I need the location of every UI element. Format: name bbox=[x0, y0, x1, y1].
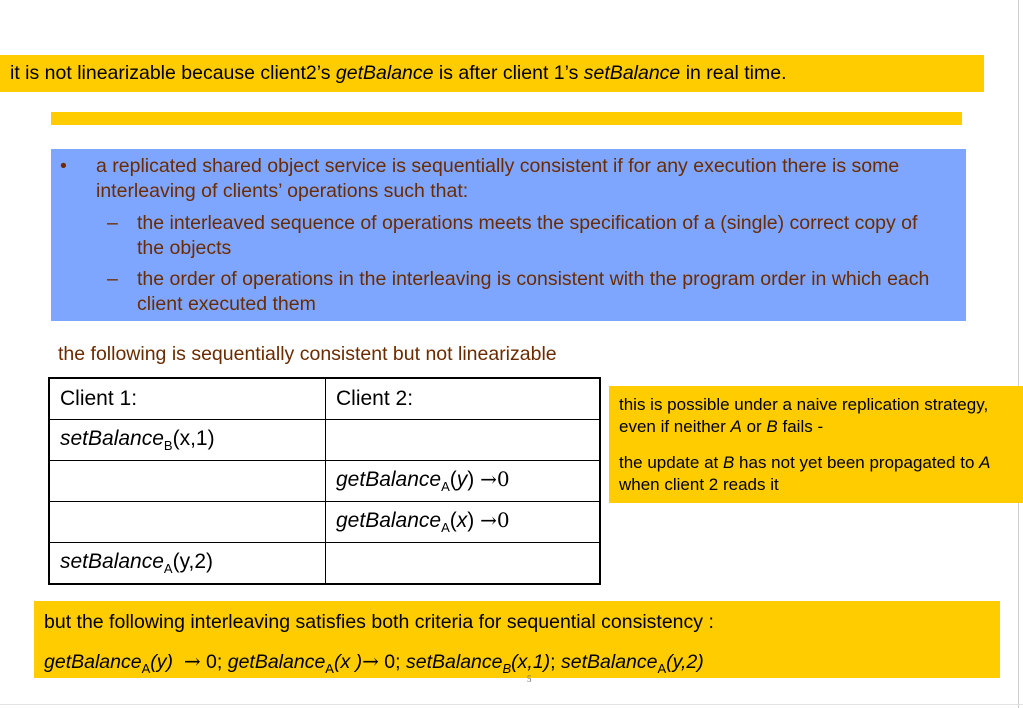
op-name: getBalance bbox=[336, 468, 442, 492]
op-args-open: ( bbox=[449, 468, 457, 492]
replica-subscript: A bbox=[441, 520, 450, 536]
table-cell bbox=[49, 461, 326, 502]
op-name: setBalance bbox=[60, 549, 164, 573]
title-highlight-bar bbox=[51, 112, 962, 125]
replica-subscript: A bbox=[441, 479, 450, 495]
op-name: setBalance bbox=[60, 426, 164, 450]
op-name: getBalance bbox=[44, 651, 142, 673]
explanation-paragraph-1 bbox=[619, 394, 1011, 438]
table-cell bbox=[326, 502, 601, 543]
op-result: 0; bbox=[200, 651, 228, 673]
note-text-3: in real time. bbox=[680, 62, 787, 84]
operations-table bbox=[48, 377, 601, 585]
table-row bbox=[49, 502, 600, 543]
op-var: x bbox=[456, 509, 468, 533]
interleaving-box bbox=[34, 601, 1000, 678]
replica-a: A bbox=[730, 417, 742, 436]
dash-mark: – bbox=[107, 212, 118, 234]
replica-subscript: A bbox=[325, 660, 334, 676]
separator: ; bbox=[550, 651, 561, 673]
table-cell bbox=[49, 543, 326, 585]
replica-subscript: B bbox=[163, 438, 173, 454]
interleaving-sequence bbox=[44, 649, 704, 676]
note-text-2: is after client 1’s bbox=[433, 62, 584, 84]
explanation-paragraph-2 bbox=[619, 452, 1011, 496]
replica-subscript: B bbox=[502, 660, 512, 676]
op-name: getBalance bbox=[336, 509, 442, 533]
table-cell bbox=[326, 420, 601, 461]
text: or bbox=[741, 417, 767, 436]
table-row bbox=[49, 461, 600, 502]
result-arrow: → bbox=[480, 508, 497, 533]
subpoint-2-text: the order of operations in the interleaving is consistent with the program order in which each client executed them bbox=[137, 268, 930, 315]
op-args-close: ) bbox=[467, 509, 481, 533]
op-var: y bbox=[456, 468, 468, 492]
text: the update at bbox=[619, 453, 723, 472]
slide-bottom-border bbox=[0, 704, 1023, 705]
op-args-close: ) bbox=[467, 468, 481, 492]
op-args-open: ( bbox=[449, 509, 457, 533]
replica-subscript: A bbox=[657, 660, 667, 676]
replica-subscript: A bbox=[141, 660, 151, 676]
example-caption: the following is sequentially consistent but not linearizable bbox=[58, 343, 557, 365]
subpoint-1-text: the interleaved sequence of operations meets the specification of a (single) correct copy of the objects bbox=[137, 212, 918, 259]
table-cell bbox=[326, 543, 601, 585]
linearizability-note bbox=[10, 62, 786, 85]
table-row bbox=[49, 420, 600, 461]
replica-a: A bbox=[979, 453, 991, 472]
op-result: 0; bbox=[378, 651, 406, 673]
replication-explanation-box bbox=[609, 386, 1023, 503]
note-text-1: it is not linearizable because client2’s bbox=[10, 62, 336, 84]
bullet-mark: • bbox=[60, 155, 67, 177]
op-name: setBalance bbox=[406, 651, 503, 673]
replica-b: B bbox=[766, 417, 778, 436]
table-cell bbox=[49, 420, 326, 461]
op-args: (y) bbox=[150, 651, 173, 673]
text: fails - bbox=[777, 417, 824, 436]
interleaving-intro: but the following interleaving satisfies both criteria for sequential consistency : bbox=[44, 611, 714, 633]
op-name: getBalance bbox=[227, 651, 326, 673]
table-cell bbox=[326, 461, 601, 502]
note-getbalance: getBalance bbox=[335, 62, 434, 84]
note-setbalance: setBalance bbox=[583, 62, 681, 84]
op-args: (y,2) bbox=[666, 651, 704, 673]
op-args: (y,2) bbox=[172, 549, 214, 573]
slide-right-border bbox=[1018, 0, 1019, 708]
replica-subscript: A bbox=[163, 561, 173, 577]
dash-mark: – bbox=[107, 268, 118, 290]
op-name: setBalance bbox=[561, 651, 658, 673]
result-arrow: → bbox=[183, 649, 201, 673]
result-arrow: → bbox=[480, 467, 497, 492]
table-row bbox=[49, 543, 600, 585]
client1-header: Client 1: bbox=[49, 378, 326, 420]
table-cell bbox=[49, 502, 326, 543]
text: has not yet been propagated to bbox=[734, 453, 980, 472]
definition-bullet-text: a replicated shared object service is sequentially consistent if for any execution there is some interleaving of clients’ operations such that: bbox=[96, 155, 900, 202]
replica-b: B bbox=[722, 453, 735, 472]
op-args: (x,1) bbox=[172, 426, 215, 450]
op-result: 0 bbox=[496, 508, 510, 533]
text: this is possible under a naive replication strategy, even if neither bbox=[619, 395, 989, 436]
op-args: (x,1) bbox=[511, 651, 551, 673]
op-result: 0 bbox=[496, 467, 510, 492]
text: when client 2 reads it bbox=[619, 475, 779, 494]
page-number: 5 bbox=[527, 674, 532, 684]
op-args: (x ) bbox=[333, 651, 363, 673]
result-arrow: → bbox=[362, 649, 379, 673]
table-header-row bbox=[49, 378, 600, 420]
client2-header: Client 2: bbox=[326, 378, 601, 420]
